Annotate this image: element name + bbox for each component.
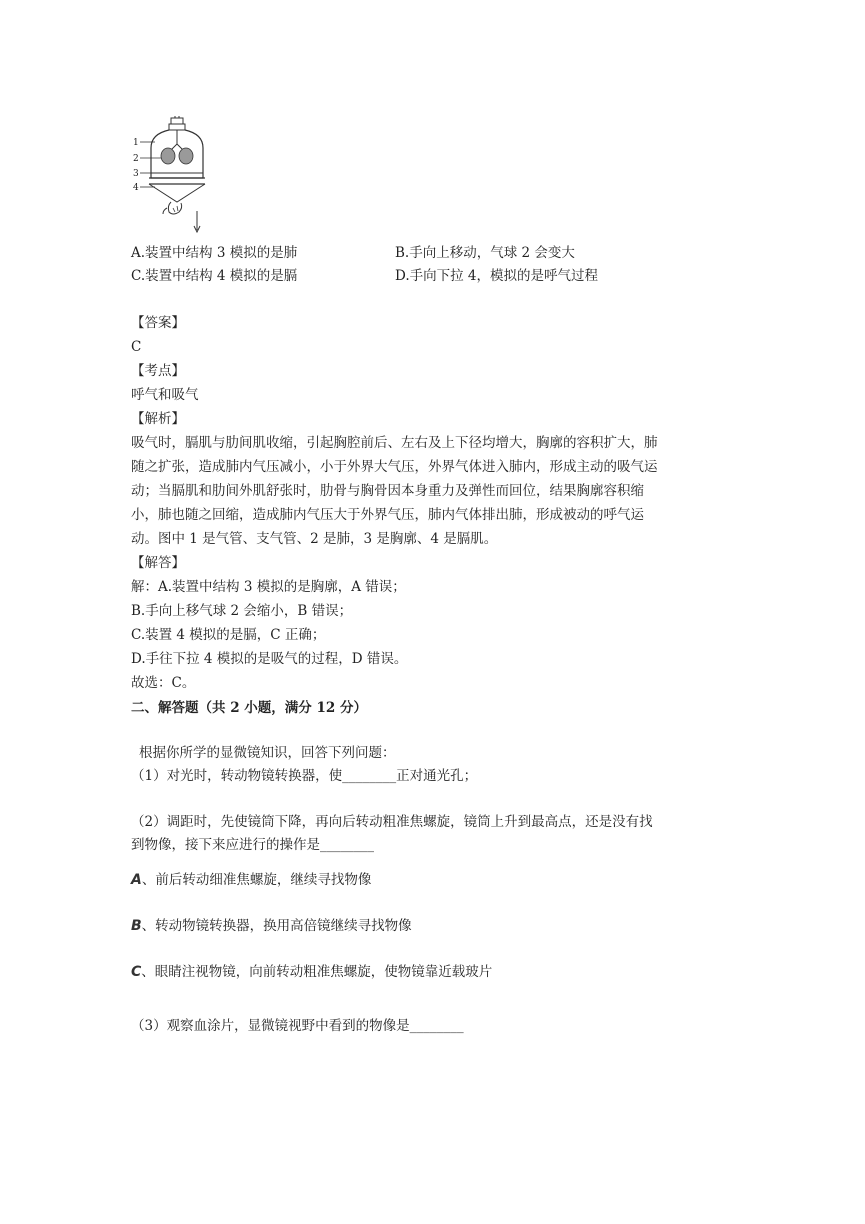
figure-label-2: 2 <box>133 154 139 164</box>
choice-a-letter: A <box>131 872 142 888</box>
point-heading: 【考点】 <box>131 363 185 379</box>
question-1: （1）对光时，转动物镜转换器，使________正对通光孔； <box>131 768 478 784</box>
analysis-line: 动；当膈肌和肋间外肌舒张时，肋骨与胸骨因本身重力及弹性而回位，结果胸廓容积缩 <box>131 483 644 499</box>
figure-label-3: 3 <box>133 169 139 179</box>
solution-line: B.手向上移气球 2 会缩小，B 错误； <box>131 603 353 619</box>
option-a: A.装置中结构 3 模拟的是肺 <box>131 245 298 261</box>
choice-a <box>131 870 371 890</box>
choice-b <box>131 916 412 936</box>
point-value: 呼气和吸气 <box>131 387 199 403</box>
solution-line: 解：A.装置中结构 3 模拟的是胸廓，A 错误； <box>131 579 406 595</box>
solution-line: 故选：C。 <box>131 675 196 691</box>
choice-b-text: 、转动物镜转换器，换用高倍镜继续寻找物像 <box>141 918 412 934</box>
solution-heading: 【解答】 <box>131 555 185 571</box>
analysis-line: 随之扩张，造成肺内气压减小，小于外界大气压，外界气体进入肺内，形成主动的吸气运 <box>131 459 658 475</box>
question-3: （3）观察血涂片，显微镜视野中看到的物像是________ <box>131 1018 464 1034</box>
choice-c-letter: C <box>131 964 142 980</box>
solution-line: C.装置 4 模拟的是膈，C 正确； <box>131 627 326 643</box>
analysis-line: 动。图中 1 是气管、支气管、2 是肺，3 是胸廓、4 是膈肌。 <box>131 531 498 547</box>
choice-c-text: 、眼睛注视物镜，向前转动粗准焦螺旋，使物镜靠近载玻片 <box>141 964 493 980</box>
answer-block <box>131 311 731 695</box>
figure-label-1: 1 <box>133 138 139 148</box>
section-title: 二、解答题（共 2 小题，满分 12 分） <box>131 700 367 716</box>
analysis-heading: 【解析】 <box>131 411 185 427</box>
analysis-line: 小，肺也随之回缩，造成肺内气压大于外界气压，肺内气体排出肺，形成被动的呼气运 <box>131 507 644 523</box>
lung-model-figure <box>131 116 211 234</box>
figure-label-4: 4 <box>133 183 139 193</box>
analysis-line: 吸气时，膈肌与肋间肌收缩，引起胸腔前后、左右及上下径均增大，胸廓的容积扩大，肺 <box>131 435 658 451</box>
question-2-line1: （2）调距时，先使镜筒下降，再向后转动粗准焦螺旋，镜筒上升到最高点，还是没有找 <box>131 814 653 830</box>
solution-line: D.手往下拉 4 模拟的是吸气的过程，D 错误。 <box>131 651 408 667</box>
option-b: B.手向上移动，气球 2 会变大 <box>395 245 575 261</box>
choice-b-letter: B <box>131 918 142 934</box>
choice-a-text: 、前后转动细准焦螺旋，继续寻找物像 <box>141 872 372 888</box>
answer-value: C <box>131 339 142 355</box>
option-c: C.装置中结构 4 模拟的是膈 <box>131 268 298 284</box>
option-d: D.手向下拉 4，模拟的是呼气过程 <box>395 268 599 284</box>
choice-c <box>131 962 492 982</box>
question-intro: 根据你所学的显微镜知识，回答下列问题： <box>139 745 396 761</box>
question-2-line2: 到物像，接下来应进行的操作是________ <box>131 837 374 853</box>
answer-heading: 【答案】 <box>131 315 185 331</box>
